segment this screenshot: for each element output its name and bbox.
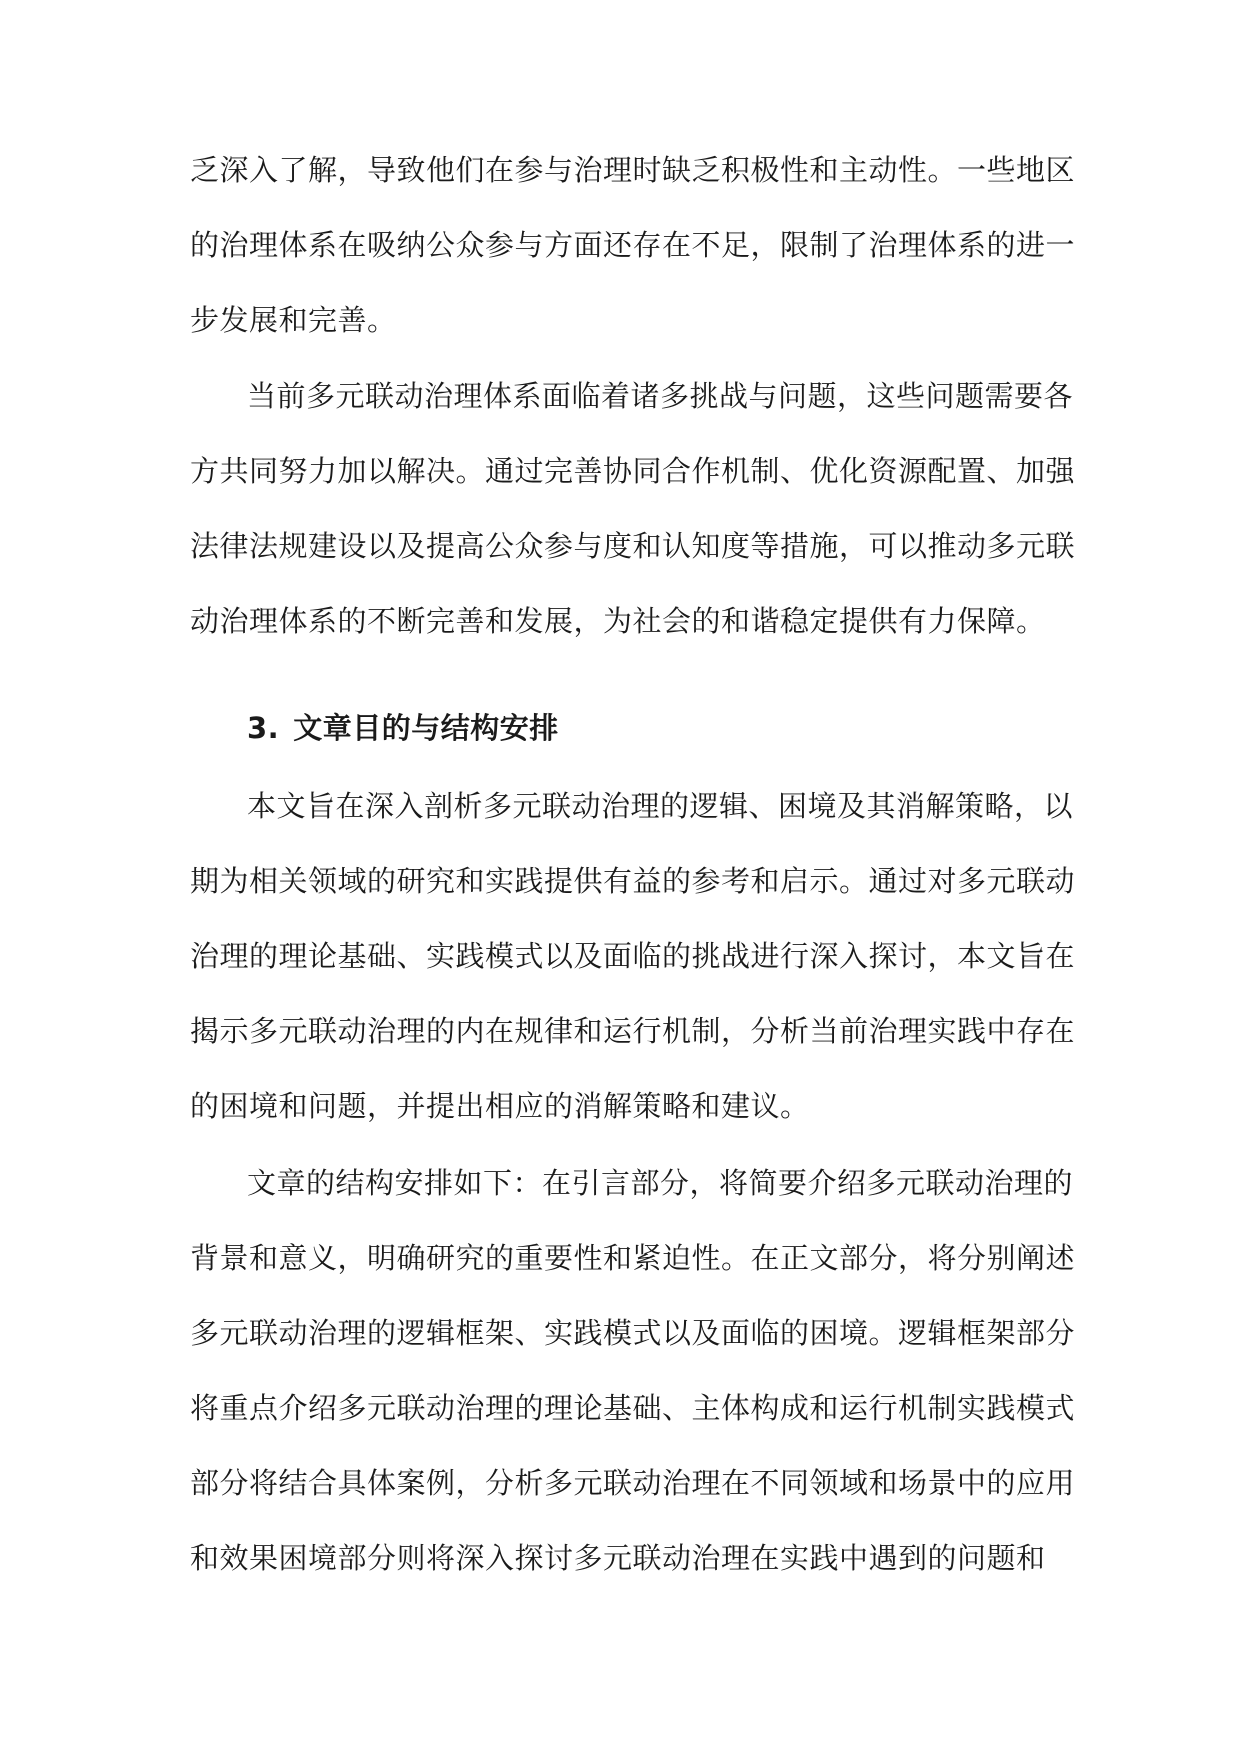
section-heading xyxy=(247,710,559,746)
paragraph-line: 部分将结合具体案例，分析多元联动治理在不同领域和场景中的应用 xyxy=(190,1466,1076,1500)
paragraph-line: 当前多元联动治理体系面临着诸多挑战与问题，这些问题需要各 xyxy=(247,379,1074,413)
paragraph-line: 法律法规建设以及提高公众参与度和认知度等措施，可以推动多元联 xyxy=(190,529,1076,563)
paragraph-line: 步发展和完善。 xyxy=(190,303,397,337)
paragraph-line: 乏深入了解，导致他们在参与治理时缺乏积极性和主动性。一些地区 xyxy=(190,153,1076,187)
section-number: 3. xyxy=(247,711,280,745)
paragraph-line: 的治理体系在吸纳公众参与方面还存在不足，限制了治理体系的进一 xyxy=(190,228,1076,262)
paragraph-line: 背景和意义，明确研究的重要性和紧迫性。在正文部分，将分别阐述 xyxy=(190,1241,1076,1275)
paragraph-line: 多元联动治理的逻辑框架、实践模式以及面临的困境。逻辑框架部分 xyxy=(190,1316,1076,1350)
paragraph-line: 和效果困境部分则将深入探讨多元联动治理在实践中遇到的问题和 xyxy=(190,1541,1046,1575)
paragraph-line: 将重点介绍多元联动治理的理论基础、主体构成和运行机制实践模式 xyxy=(190,1391,1076,1425)
paragraph-line: 期为相关领域的研究和实践提供有益的参考和启示。通过对多元联动 xyxy=(190,864,1076,898)
paragraph-line: 方共同努力加以解决。通过完善协同合作机制、优化资源配置、加强 xyxy=(190,454,1076,488)
paragraph-line: 治理的理论基础、实践模式以及面临的挑战进行深入探讨，本文旨在 xyxy=(190,939,1076,973)
paragraph-line: 揭示多元联动治理的内在规律和运行机制，分析当前治理实践中存在 xyxy=(190,1014,1076,1048)
section-title: 文章目的与结构安排 xyxy=(293,711,559,745)
paragraph-line: 本文旨在深入剖析多元联动治理的逻辑、困境及其消解策略，以 xyxy=(247,789,1074,823)
paragraph-line: 动治理体系的不断完善和发展，为社会的和谐稳定提供有力保障。 xyxy=(190,604,1046,638)
paragraph-line: 文章的结构安排如下：在引言部分，将简要介绍多元联动治理的 xyxy=(247,1166,1074,1200)
paragraph-line: 的困境和问题，并提出相应的消解策略和建议。 xyxy=(190,1089,810,1123)
